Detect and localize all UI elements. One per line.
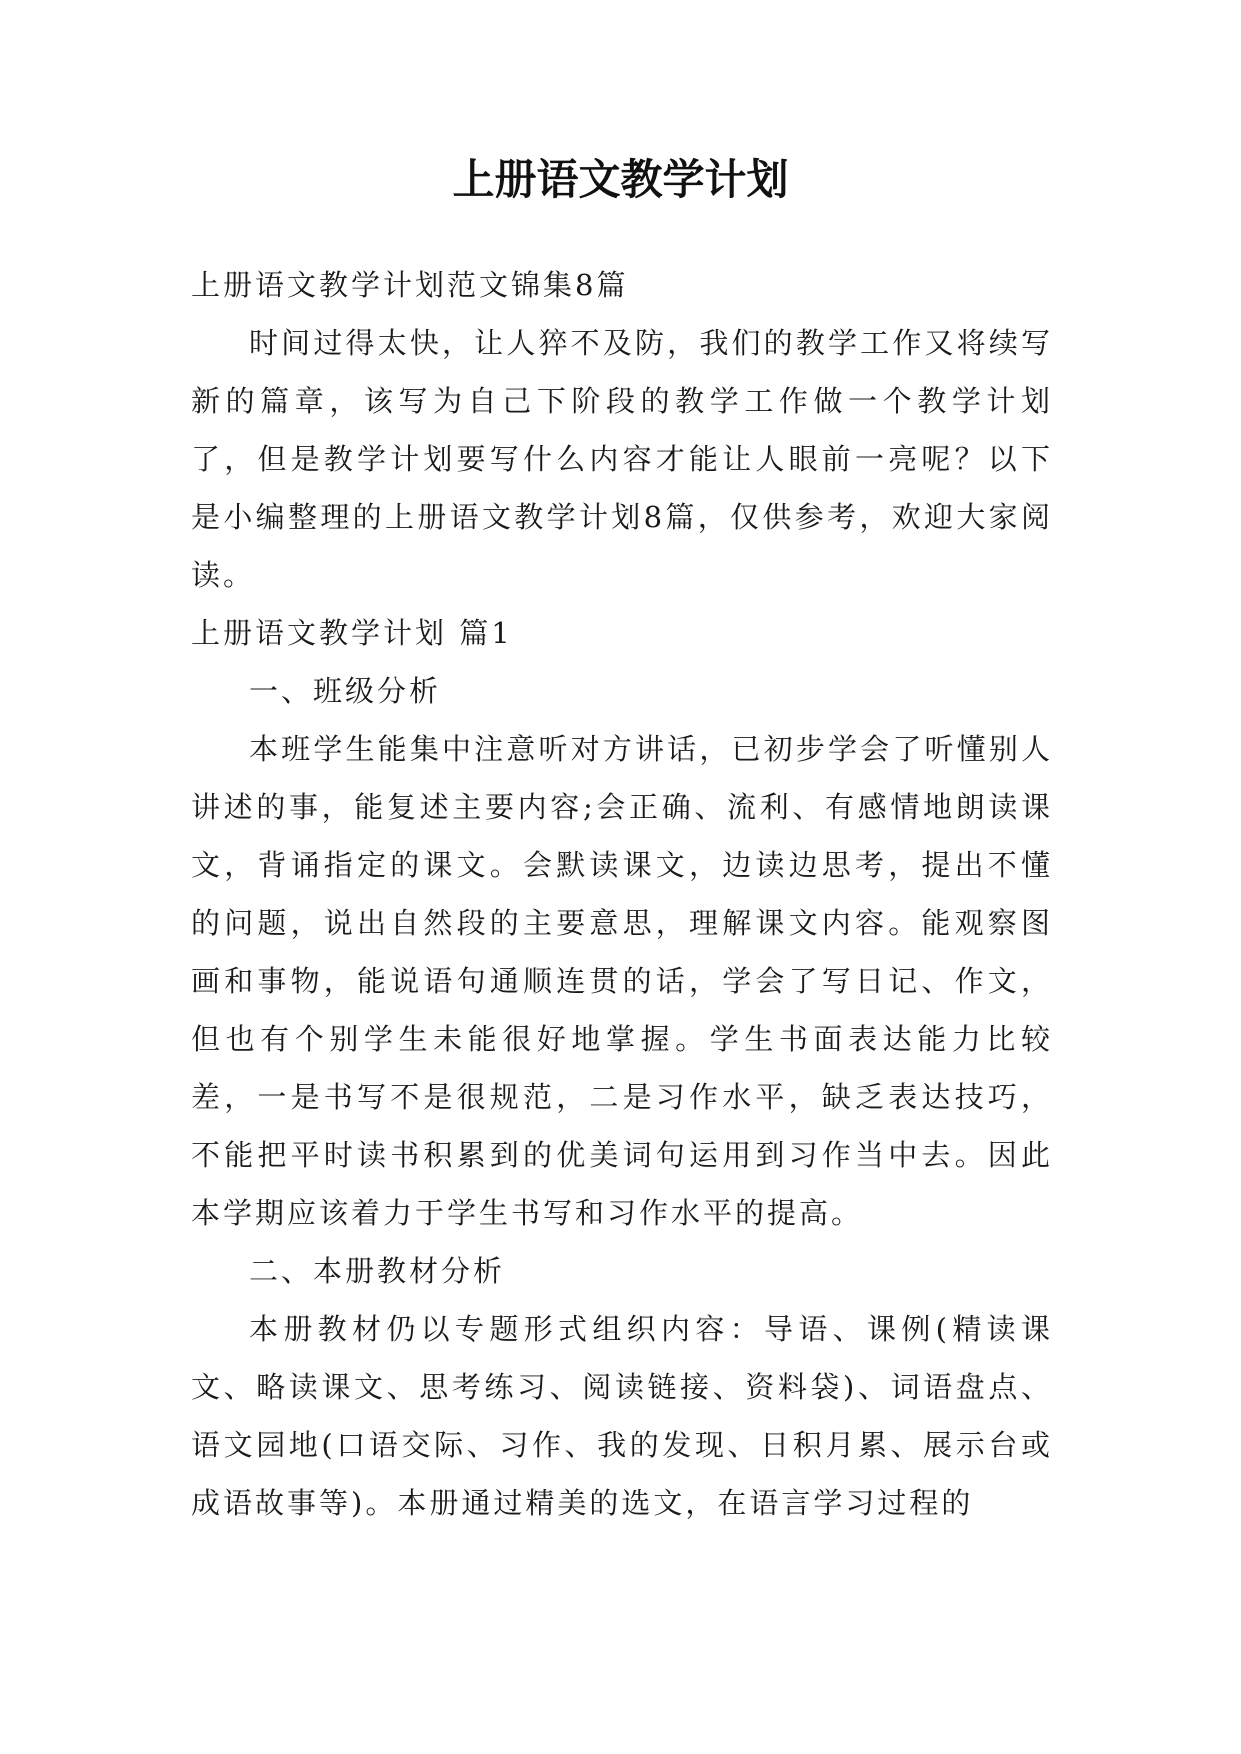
intro-paragraph: 时间过得太快，让人猝不及防，我们的教学工作又将续写新的篇章，该写为自己下阶段的教学工作做一个教学计划了，但是教学计划要写什么内容才能让人眼前一亮呢？以下是小编整理的上册语文教学计划8篇，仅供参考，欢迎大家阅读。 [191,326,1053,592]
textbook-analysis-paragraph: 本册教材仍以专题形式组织内容：导语、课例(精读课文、略读课文、思考练习、阅读链接、资料袋)、词语盘点、语文园地(口语交际、习作、我的发现、日积月累、展示台或成语故事等)。本册通过精美的选文，在语言学习过程的 [191,1312,1053,1520]
subheading-textbook-analysis: 二、本册教材分析 [249,1254,506,1288]
document-body [191,256,1053,1532]
section-heading-part-1: 上册语文教学计划 篇1 [191,616,513,650]
subheading-class-analysis: 一、班级分析 [249,674,442,708]
class-analysis-paragraph: 本班学生能集中注意听对方讲话，已初步学会了听懂别人讲述的事，能复述主要内容;会正确、流利、有感情地朗读课文，背诵指定的课文。会默读课文，边读边思考，提出不懂的问题，说出自然段的主要意思，理解课文内容。能观察图画和事物，能说语句通顺连贯的话，学会了写日记、作文，但也有个别学生未能很好地掌握。学生书面表达能力比较差，一是书写不是很规范，二是习作水平，缺乏表达技巧，不能把平时读书积累到的优美词句运用到习作当中去。因此本学期应该着力于学生书写和习作水平的提高。 [191,732,1053,1230]
document-subtitle-line: 上册语文教学计划范文锦集8篇 [191,268,629,302]
document-title: 上册语文教学计划 [452,155,789,204]
